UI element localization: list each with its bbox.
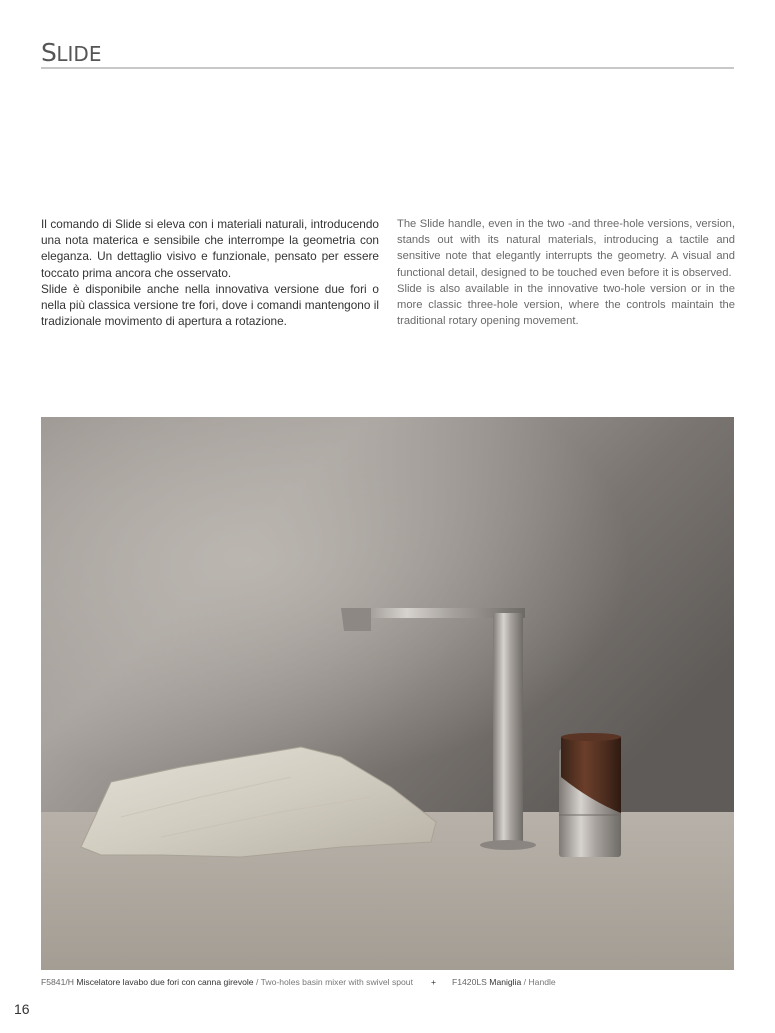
caption-code-1: F5841/H bbox=[41, 977, 74, 987]
caption-name-1-italian: Miscelatore lavabo due fori con canna girevole bbox=[76, 977, 254, 987]
title-divider bbox=[41, 67, 734, 69]
italian-paragraph-1: Il comando di Slide si eleva con i materiali naturali, introducendo una nota materica e sensibile che interrompe la geometria con eleganza. Un dettaglio visivo e funzionale, pensato per essere toccato prima ancora che osservato. bbox=[41, 217, 379, 280]
caption-name-2-italian: Maniglia bbox=[489, 977, 522, 987]
english-paragraph-2: Slide is also available in the innovative two-hole version or in the more classic three-hole version, where the controls maintain the traditional rotary opening movement. bbox=[397, 282, 735, 328]
english-text-column bbox=[397, 216, 735, 329]
photo-caption bbox=[41, 977, 734, 987]
faucet-aerator bbox=[341, 608, 371, 631]
italian-paragraph-2: Slide è disponibile anche nella innovativa versione due fori o nella più classica versione tre fori, dove i comandi mantengono il tradizionale movimento di apertura a rotazione. bbox=[41, 281, 379, 329]
page-title-rest: LIDE bbox=[56, 42, 102, 66]
caption-name-1-english: Two-holes basin mixer with swivel spout bbox=[260, 977, 413, 987]
product-photo bbox=[41, 417, 734, 970]
caption-separator-2: / bbox=[521, 977, 529, 987]
faucet-base bbox=[480, 840, 536, 850]
caption-code-2: F1420LS bbox=[452, 977, 487, 987]
caption-plus-sign: + bbox=[430, 977, 436, 987]
caption-name-2-english: Handle bbox=[528, 977, 556, 987]
italian-text-column bbox=[41, 216, 379, 329]
english-paragraph-1: The Slide handle, even in the two -and three-hole versions, version, stands out with its natural materials, introducing a tactile and sensitive note that elegantly interrupts the geometry. A visual and functional detail, designed to be touched even before it is observed. bbox=[397, 218, 735, 279]
page-number: 16 bbox=[14, 1001, 30, 1017]
page-title bbox=[41, 38, 101, 67]
faucet-body bbox=[493, 613, 523, 845]
caption-separator-1: / bbox=[253, 977, 261, 987]
page-title-initial: S bbox=[41, 38, 57, 67]
